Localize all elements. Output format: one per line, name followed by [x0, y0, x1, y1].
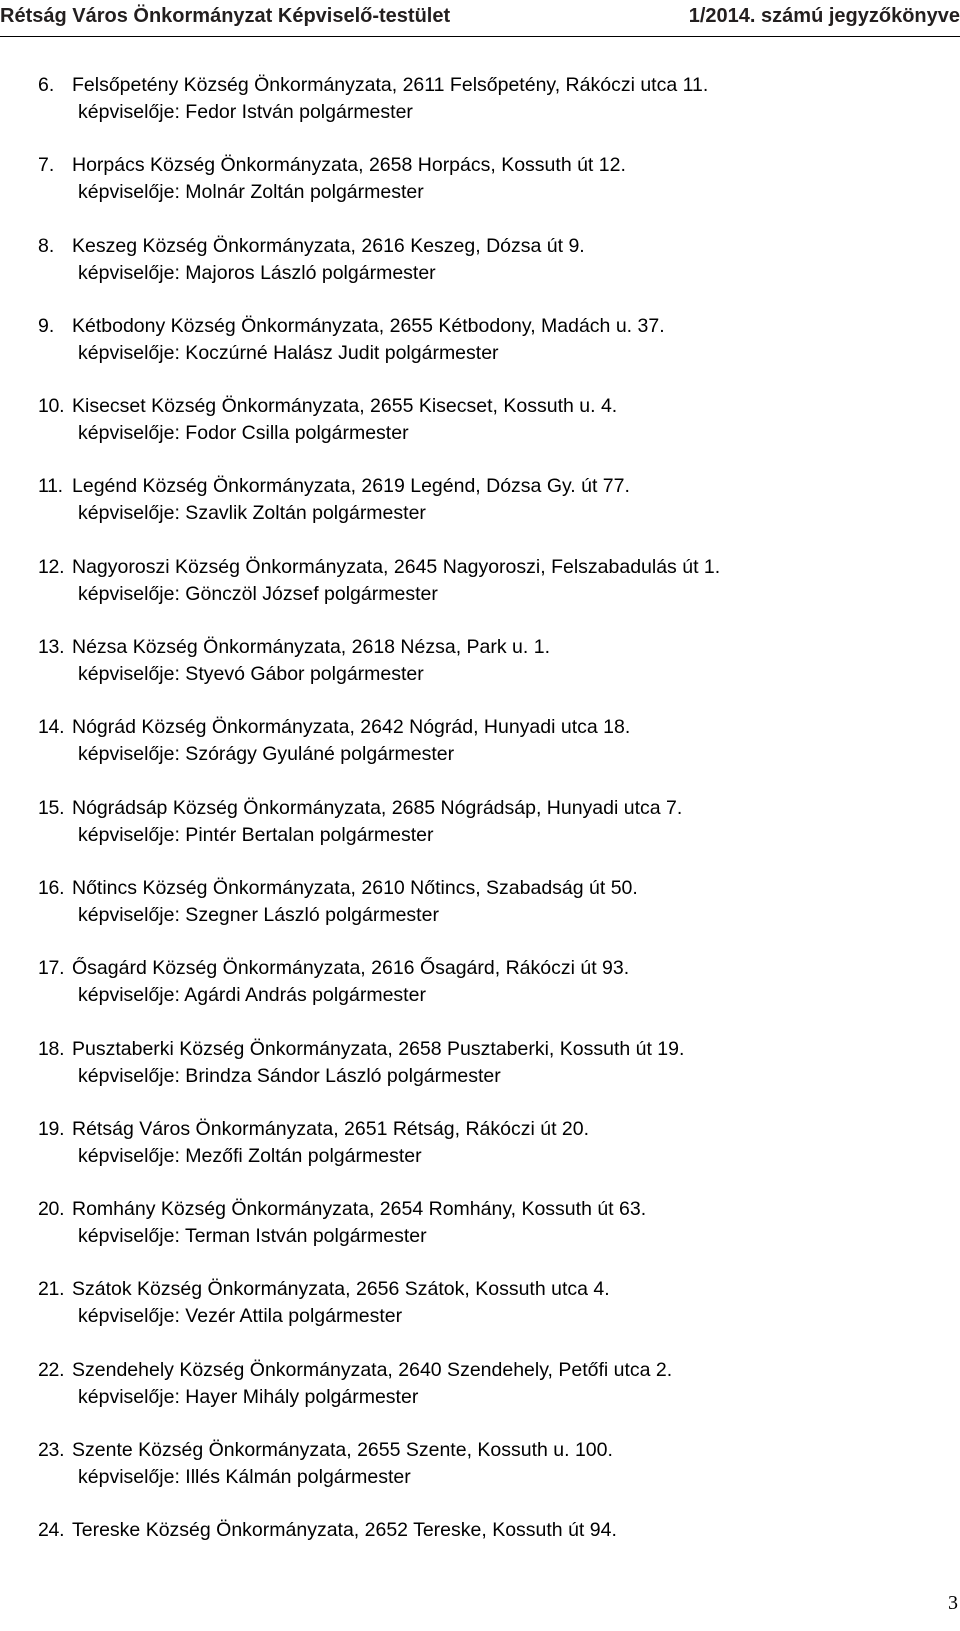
list-item — [38, 1276, 938, 1356]
item-number: 24. — [38, 1519, 65, 1542]
item-number: 16. — [38, 876, 65, 899]
item-representative: képviselője: Styevó Gábor polgármester — [78, 663, 424, 686]
list-item — [38, 795, 938, 875]
item-text: Szente Község Önkormányzata, 2655 Szente, Kossuth u. 100. — [72, 1439, 613, 1462]
item-text: Nézsa Község Önkormányzata, 2618 Nézsa, Park u. 1. — [72, 636, 550, 659]
item-representative: képviselője: Szavlik Zoltán polgármester — [78, 502, 426, 525]
item-number: 7. — [38, 154, 55, 177]
header-document-number: 1/2014. számú jegyzőkönyve — [688, 5, 960, 27]
item-text: Legénd Község Önkormányzata, 2619 Legénd, Dózsa Gy. út 77. — [72, 475, 630, 498]
item-number: 21. — [38, 1278, 65, 1301]
item-text: Nőtincs Község Önkormányzata, 2610 Nőtincs, Szabadság út 50. — [72, 876, 638, 899]
item-representative: képviselője: Gönczöl József polgármester — [78, 582, 438, 605]
item-number: 23. — [38, 1439, 65, 1462]
list-item — [38, 634, 938, 714]
item-representative: képviselője: Pintér Bertalan polgármester — [78, 823, 434, 846]
list-item — [38, 152, 938, 232]
item-representative: képviselője: Illés Kálmán polgármester — [78, 1466, 411, 1489]
item-number: 11. — [38, 475, 63, 498]
item-text: Nógrád Község Önkormányzata, 2642 Nógrád, Hunyadi utca 18. — [72, 716, 631, 739]
page-header — [0, 3, 960, 37]
list-item — [38, 473, 938, 553]
item-text: Ősagárd Község Önkormányzata, 2616 Ősagárd, Rákóczi út 93. — [72, 957, 630, 980]
list-item — [38, 313, 938, 393]
item-text: Keszeg Község Önkormányzata, 2616 Keszeg, Dózsa út 9. — [72, 234, 585, 257]
item-number: 18. — [38, 1037, 65, 1060]
list-item — [38, 1437, 938, 1517]
item-number: 6. — [38, 74, 55, 96]
list-item — [38, 875, 938, 955]
list-item — [38, 714, 938, 794]
item-representative: képviselője: Brindza Sándor László polgármester — [78, 1064, 501, 1087]
item-representative: képviselője: Vezér Attila polgármester — [78, 1305, 403, 1328]
item-text: Szátok Község Önkormányzata, 2656 Szátok, Kossuth utca 4. — [72, 1278, 610, 1301]
item-text: Tereske Község Önkormányzata, 2652 Tereske, Kossuth út 94. — [72, 1519, 617, 1542]
list-item — [38, 1036, 938, 1116]
item-number: 20. — [38, 1198, 65, 1221]
list-item — [38, 1517, 938, 1597]
item-representative: képviselője: Molnár Zoltán polgármester — [78, 181, 424, 204]
item-text: Horpács Község Önkormányzata, 2658 Horpács, Kossuth út 12. — [72, 154, 626, 177]
item-representative: képviselője: Fodor Csilla polgármester — [78, 422, 409, 445]
list-item — [38, 1196, 938, 1276]
item-text: Pusztaberki Község Önkormányzata, 2658 Pusztaberki, Kossuth út 19. — [72, 1037, 685, 1060]
item-representative: képviselője: Terman István polgármester — [78, 1225, 427, 1248]
item-number: 19. — [38, 1117, 65, 1140]
list-item — [38, 233, 938, 313]
item-number: 9. — [38, 314, 55, 337]
item-text: Kisecset Község Önkormányzata, 2655 Kisecset, Kossuth u. 4. — [72, 395, 618, 418]
item-text: Nógrádsáp Község Önkormányzata, 2685 Nógrádsáp, Hunyadi utca 7. — [72, 796, 683, 819]
item-representative: képviselője: Hayer Mihály polgármester — [78, 1385, 419, 1408]
item-representative: képviselője: Szegner László polgármester — [78, 903, 439, 926]
item-representative: képviselője: Majoros László polgármester — [78, 261, 436, 284]
list-item — [38, 72, 938, 152]
item-text: Felsőpetény Község Önkormányzata, 2611 Felsőpetény, Rákóczi utca 11. — [72, 74, 709, 96]
item-number: 14. — [38, 716, 65, 739]
item-text: Romhány Község Önkormányzata, 2654 Romhány, Kossuth út 63. — [72, 1198, 647, 1221]
item-text: Szendehely Község Önkormányzata, 2640 Szendehely, Petőfi utca 2. — [72, 1358, 673, 1381]
header-title: Rétság Város Önkormányzat Képviselő-testület — [0, 5, 451, 27]
item-text: Rétság Város Önkormányzata, 2651 Rétság, Rákóczi út 20. — [72, 1117, 590, 1140]
list-item — [38, 955, 938, 1035]
item-representative: képviselője: Szórágy Gyuláné polgármester — [78, 743, 455, 766]
item-number: 13. — [38, 636, 65, 659]
list-item — [38, 1116, 938, 1196]
page-number: 3 — [948, 1592, 958, 1614]
item-number: 8. — [38, 234, 55, 257]
item-representative: képviselője: Agárdi András polgármester — [78, 984, 426, 1007]
item-number: 17. — [38, 957, 65, 980]
item-representative: képviselője: Koczúrné Halász Judit polgármester — [78, 341, 499, 364]
header-divider — [0, 36, 960, 37]
list-item — [38, 393, 938, 473]
item-representative: képviselője: Mezőfi Zoltán polgármester — [78, 1144, 422, 1167]
item-number: 10. — [38, 395, 65, 418]
municipality-list — [38, 72, 938, 1598]
list-item — [38, 554, 938, 634]
item-text: Nagyoroszi Község Önkormányzata, 2645 Nagyoroszi, Felszabadulás út 1. — [72, 555, 721, 578]
item-number: 12. — [38, 555, 65, 578]
item-text: Kétbodony Község Önkormányzata, 2655 Kétbodony, Madách u. 37. — [72, 314, 665, 337]
item-number: 22. — [38, 1358, 65, 1381]
list-item — [38, 1357, 938, 1437]
item-number: 15. — [38, 796, 65, 819]
item-representative: képviselője: Fedor István polgármester — [78, 101, 413, 123]
